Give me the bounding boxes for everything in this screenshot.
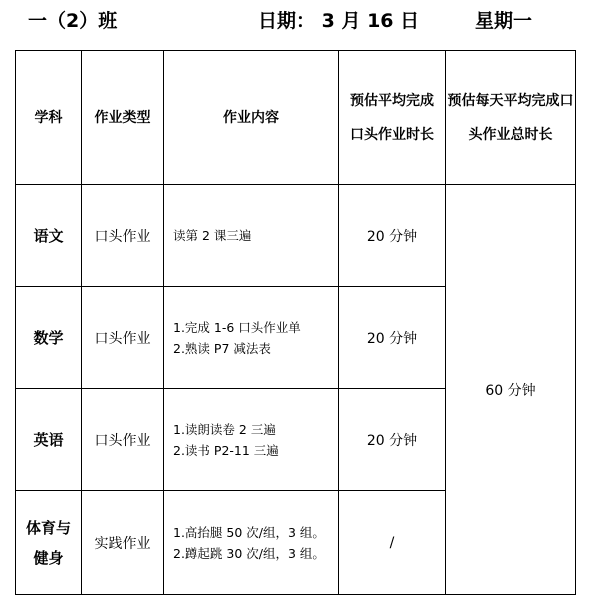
column-header-total-text: 预估每天平均完成口头作业总时长 <box>447 92 574 143</box>
column-header-estimate <box>339 51 446 185</box>
subject-cell: 语文 <box>16 185 82 287</box>
page-header <box>0 6 596 34</box>
content-line: 2.蹲起跳 30 次/组，3 组。 <box>173 545 325 561</box>
content-line: 1.高抬腿 50 次/组，3 组。 <box>173 524 325 540</box>
column-header-subject: 学科 <box>16 51 82 185</box>
estimate-cell: 20 分钟 <box>339 389 446 491</box>
subject-cell <box>16 491 82 595</box>
type-cell: 口头作业 <box>82 287 164 389</box>
subject-text: 体育与健身 <box>25 518 71 567</box>
type-cell: 实践作业 <box>82 491 164 595</box>
column-header-estimate-text: 预估平均完成口头作业时长 <box>350 92 434 143</box>
table-row <box>16 185 576 287</box>
type-cell: 口头作业 <box>82 389 164 491</box>
weekday-label: 星期一 <box>475 10 533 32</box>
homework-table <box>15 50 576 595</box>
subject-cell: 数学 <box>16 287 82 389</box>
content-line: 2.熟读 P7 减法表 <box>173 340 271 356</box>
estimate-cell: / <box>339 491 446 595</box>
date-label: 日期： 3 月 16 日 <box>258 10 420 32</box>
content-line: 2.读书 P2-11 三遍 <box>173 442 279 458</box>
content-cell <box>164 491 339 595</box>
total-duration-cell: 60 分钟 <box>446 185 576 595</box>
content-line: 1.读朗读卷 2 三遍 <box>173 421 276 437</box>
estimate-cell: 20 分钟 <box>339 185 446 287</box>
subject-cell: 英语 <box>16 389 82 491</box>
column-header-type: 作业类型 <box>82 51 164 185</box>
content-line: 读第 2 课三遍 <box>173 228 252 243</box>
content-cell <box>164 287 339 389</box>
content-cell <box>164 185 339 287</box>
column-header-content: 作业内容 <box>164 51 339 185</box>
class-name: 一（2）班 <box>28 10 118 32</box>
estimate-cell: 20 分钟 <box>339 287 446 389</box>
column-header-total <box>446 51 576 185</box>
content-line: 1.完成 1-6 口头作业单 <box>173 319 301 335</box>
type-cell: 口头作业 <box>82 185 164 287</box>
content-cell <box>164 389 339 491</box>
table-header-row <box>16 51 576 185</box>
